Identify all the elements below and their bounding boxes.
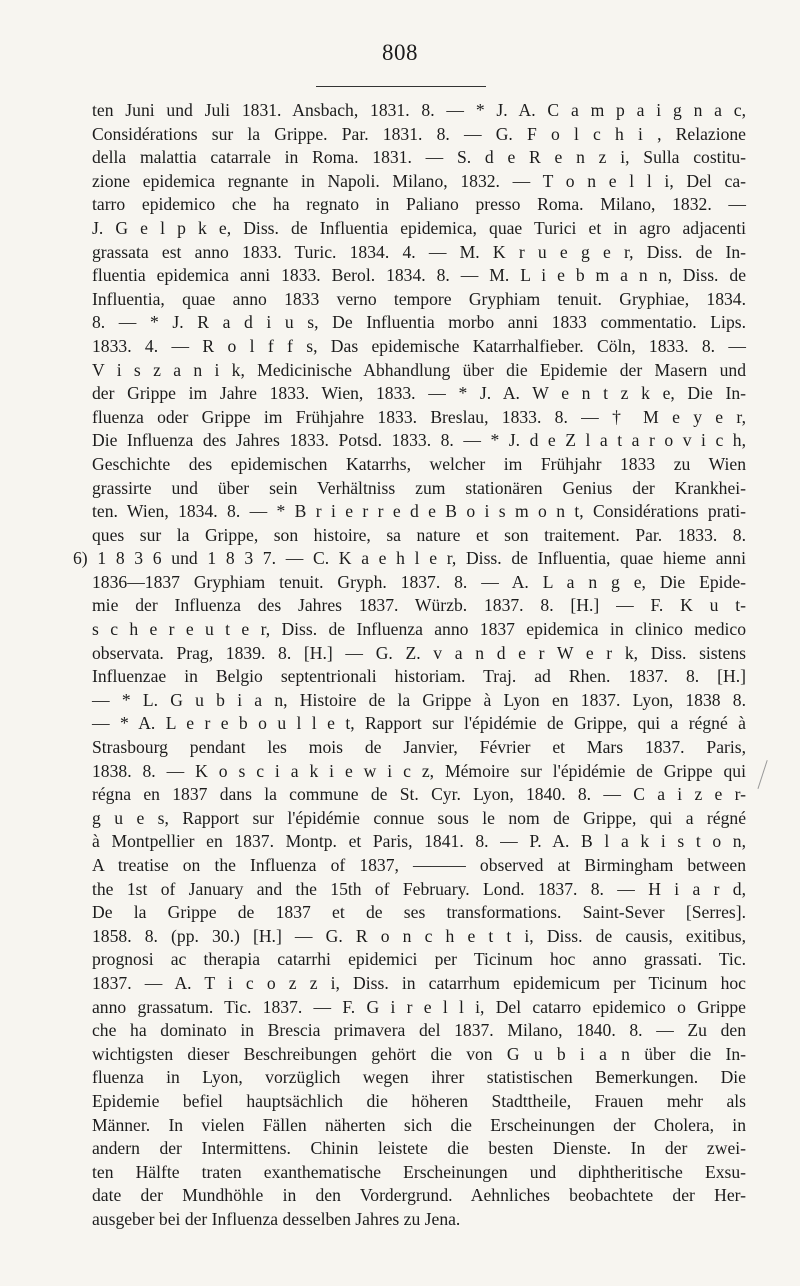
text-line: Influentia, quae anno 1833 verno tempore Gryphiam tenuit. Gryphiae, 1834. <box>92 288 746 309</box>
text-line: g u e s, Rapport sur l'épidémie connue sous le nom de Grippe, qui a régné <box>92 807 746 828</box>
text-line: V i s z a n i k, Medicinische Abhandlung über die Epidemie der Masern und <box>92 359 746 380</box>
text-line: Die Influenza des Jahres 1833. Potsd. 1833. 8. — * J. d e Z l a t a r o v i c h, <box>92 430 746 451</box>
text-line: De la Grippe de 1837 et de ses transformations. Saint-Sever [Serres]. <box>92 902 746 923</box>
text-line: Geschichte des epidemischen Katarrhs, welcher im Frühjahr 1833 zu Wien <box>92 453 746 474</box>
text-line: 1837. — A. T i c o z z i, Diss. in catarrhum epidemicum per Ticinum hoc <box>92 972 746 993</box>
text-line: ten. Wien, 1834. 8. — * B r i e r r e d e B o i s m o n t, Considérations prati- <box>92 501 746 522</box>
text-line: grassirte und über sein Verhältniss zum stationären Genius der Krankhei- <box>92 477 746 498</box>
text-line: Influenzae in Belgio septentrionali historiam. Traj. ad Rhen. 1837. 8. [H.] <box>92 666 746 687</box>
text-line: fluenza in Lyon, vorzüglich wegen ihrer statistischen Bemerkungen. Die <box>92 1067 746 1088</box>
text-line: 8. — * J. R a d i u s, De Influentia morbo anni 1833 commentatio. Lips. <box>92 312 746 333</box>
text-line: the 1st of January and the 15th of February. Lond. 1837. 8. — H i a r d, <box>92 878 746 899</box>
text-line: ques sur la Grippe, son histoire, sa nature et son traitement. Par. 1833. 8. <box>92 524 746 545</box>
text-line: ausgeber bei der Influenza desselben Jahres zu Jena. <box>92 1208 461 1229</box>
text-line: 1858. 8. (pp. 30.) [H.] — G. R o n c h e t t i, Diss. de causis, exitibus, <box>92 925 746 946</box>
text-line: prognosi ac therapia catarrhi epidemici per Ticinum hoc anno grassati. Tic. <box>92 949 746 970</box>
text-line: régna en 1837 dans la commune de St. Cyr. Lyon, 1840. 8. — C a i z e r- <box>92 784 746 805</box>
text-line: anno grassatum. Tic. 1837. — F. G i r e l l i, Del catarro epidemico o Grippe <box>92 996 746 1017</box>
text-line: Epidemie befiel hauptsächlich die höheren Stadttheile, Frauen mehr als <box>92 1090 746 1111</box>
text-line: observata. Prag, 1839. 8. [H.] — G. Z. v a n d e r W e r k, Diss. sistens <box>92 642 746 663</box>
text-line: A treatise on the Influenza of 1837, ——— observed at Birmingham between <box>92 855 746 875</box>
text-line: der Grippe im Jahre 1833. Wien, 1833. — * J. A. W e n t z k e, Die In- <box>92 383 746 404</box>
text-line: Strasbourg pendant les mois de Janvier, Février et Mars 1837. Paris, <box>92 737 746 758</box>
text-line: mie der Influenza des Jahres 1837. Würzb. 1837. 8. [H.] — F. K u t- <box>92 595 746 616</box>
text-line: Considérations sur la Grippe. Par. 1831. 8. — G. F o l c h i , Relazione <box>92 123 746 144</box>
text-line: à Montpellier en 1837. Montp. et Paris, 1841. 8. — P. A. B l a k i s t o n, <box>92 831 746 852</box>
header-rule <box>316 86 486 87</box>
text-line: fluenza oder Grippe im Frühjahre 1833. Breslau, 1833. 8. — † M e y e r, <box>92 406 746 427</box>
text-line: andern der Intermittens. Chinin leistete die besten Dienste. In der zwei- <box>92 1138 746 1159</box>
text-line: Männer. In vielen Fällen näherten sich die Erscheinungen der Cholera, in <box>92 1114 746 1135</box>
text-line: J. G e l p k e, Diss. de Influentia epidemica, quae Turici et in agro adjacenti <box>92 217 746 238</box>
text-line: grassata est anno 1833. Turic. 1834. 4. — M. K r u e g e r, Diss. de In- <box>92 241 746 262</box>
text-line: della malattia catarrale in Roma. 1831. — S. d e R e n z i, Sulla costitu- <box>92 147 746 168</box>
text-line: che ha dominato in Brescia primavera del 1837. Milano, 1840. 8. — Zu den <box>92 1020 746 1041</box>
text-line: 1836—1837 Gryphiam tenuit. Gryph. 1837. 8. — A. L a n g e, Die Epide- <box>92 571 746 592</box>
body-text <box>73 99 746 1232</box>
text-line: fluentia epidemica anni 1833. Berol. 1834. 8. — M. L i e b m a n n, Diss. de <box>92 265 746 286</box>
text-line: date der Mundhöhle in den Vordergrund. Aehnliches beobachtete der Her- <box>92 1185 746 1206</box>
text-line: ten Hälfte traten exanthematische Erscheinungen und diphtheritische Exsu- <box>92 1161 746 1182</box>
page-number: 808 <box>382 40 418 65</box>
margin-mark <box>757 760 770 790</box>
text-line: 1838. 8. — K o s c i a k i e w i c z, Mémoire sur l'épidémie de Grippe qui <box>92 760 746 781</box>
text-line: — * L. G u b i a n, Histoire de la Grippe à Lyon en 1837. Lyon, 1838 8. <box>92 689 746 710</box>
text-line: wichtigsten dieser Beschreibungen gehört die von G u b i a n über die In- <box>92 1043 746 1064</box>
text-line: 6) 1 8 3 6 und 1 8 3 7. — C. K a e h l e r, Diss. de Influentia, quae hieme anni <box>73 548 746 569</box>
text-line: zione epidemica regnante in Napoli. Milano, 1832. — T o n e l l i, Del ca- <box>92 170 746 191</box>
text-line: s c h e r e u t e r, Diss. de Influenza anno 1837 epidemica in clinico medico <box>92 619 746 640</box>
text-line: — * A. L e r e b o u l l e t, Rapport sur l'épidémie de Grippe, qui a régné à <box>92 713 746 734</box>
text-line: ten Juni und Juli 1831. Ansbach, 1831. 8. — * J. A. C a m p a i g n a c, <box>92 100 746 120</box>
text-line: 1833. 4. — R o l f f s, Das epidemische Katarrhalfieber. Cöln, 1833. 8. — <box>92 335 746 356</box>
text-line: tarro epidemico che ha regnato in Paliano presso Roma. Milano, 1832. — <box>92 194 746 215</box>
